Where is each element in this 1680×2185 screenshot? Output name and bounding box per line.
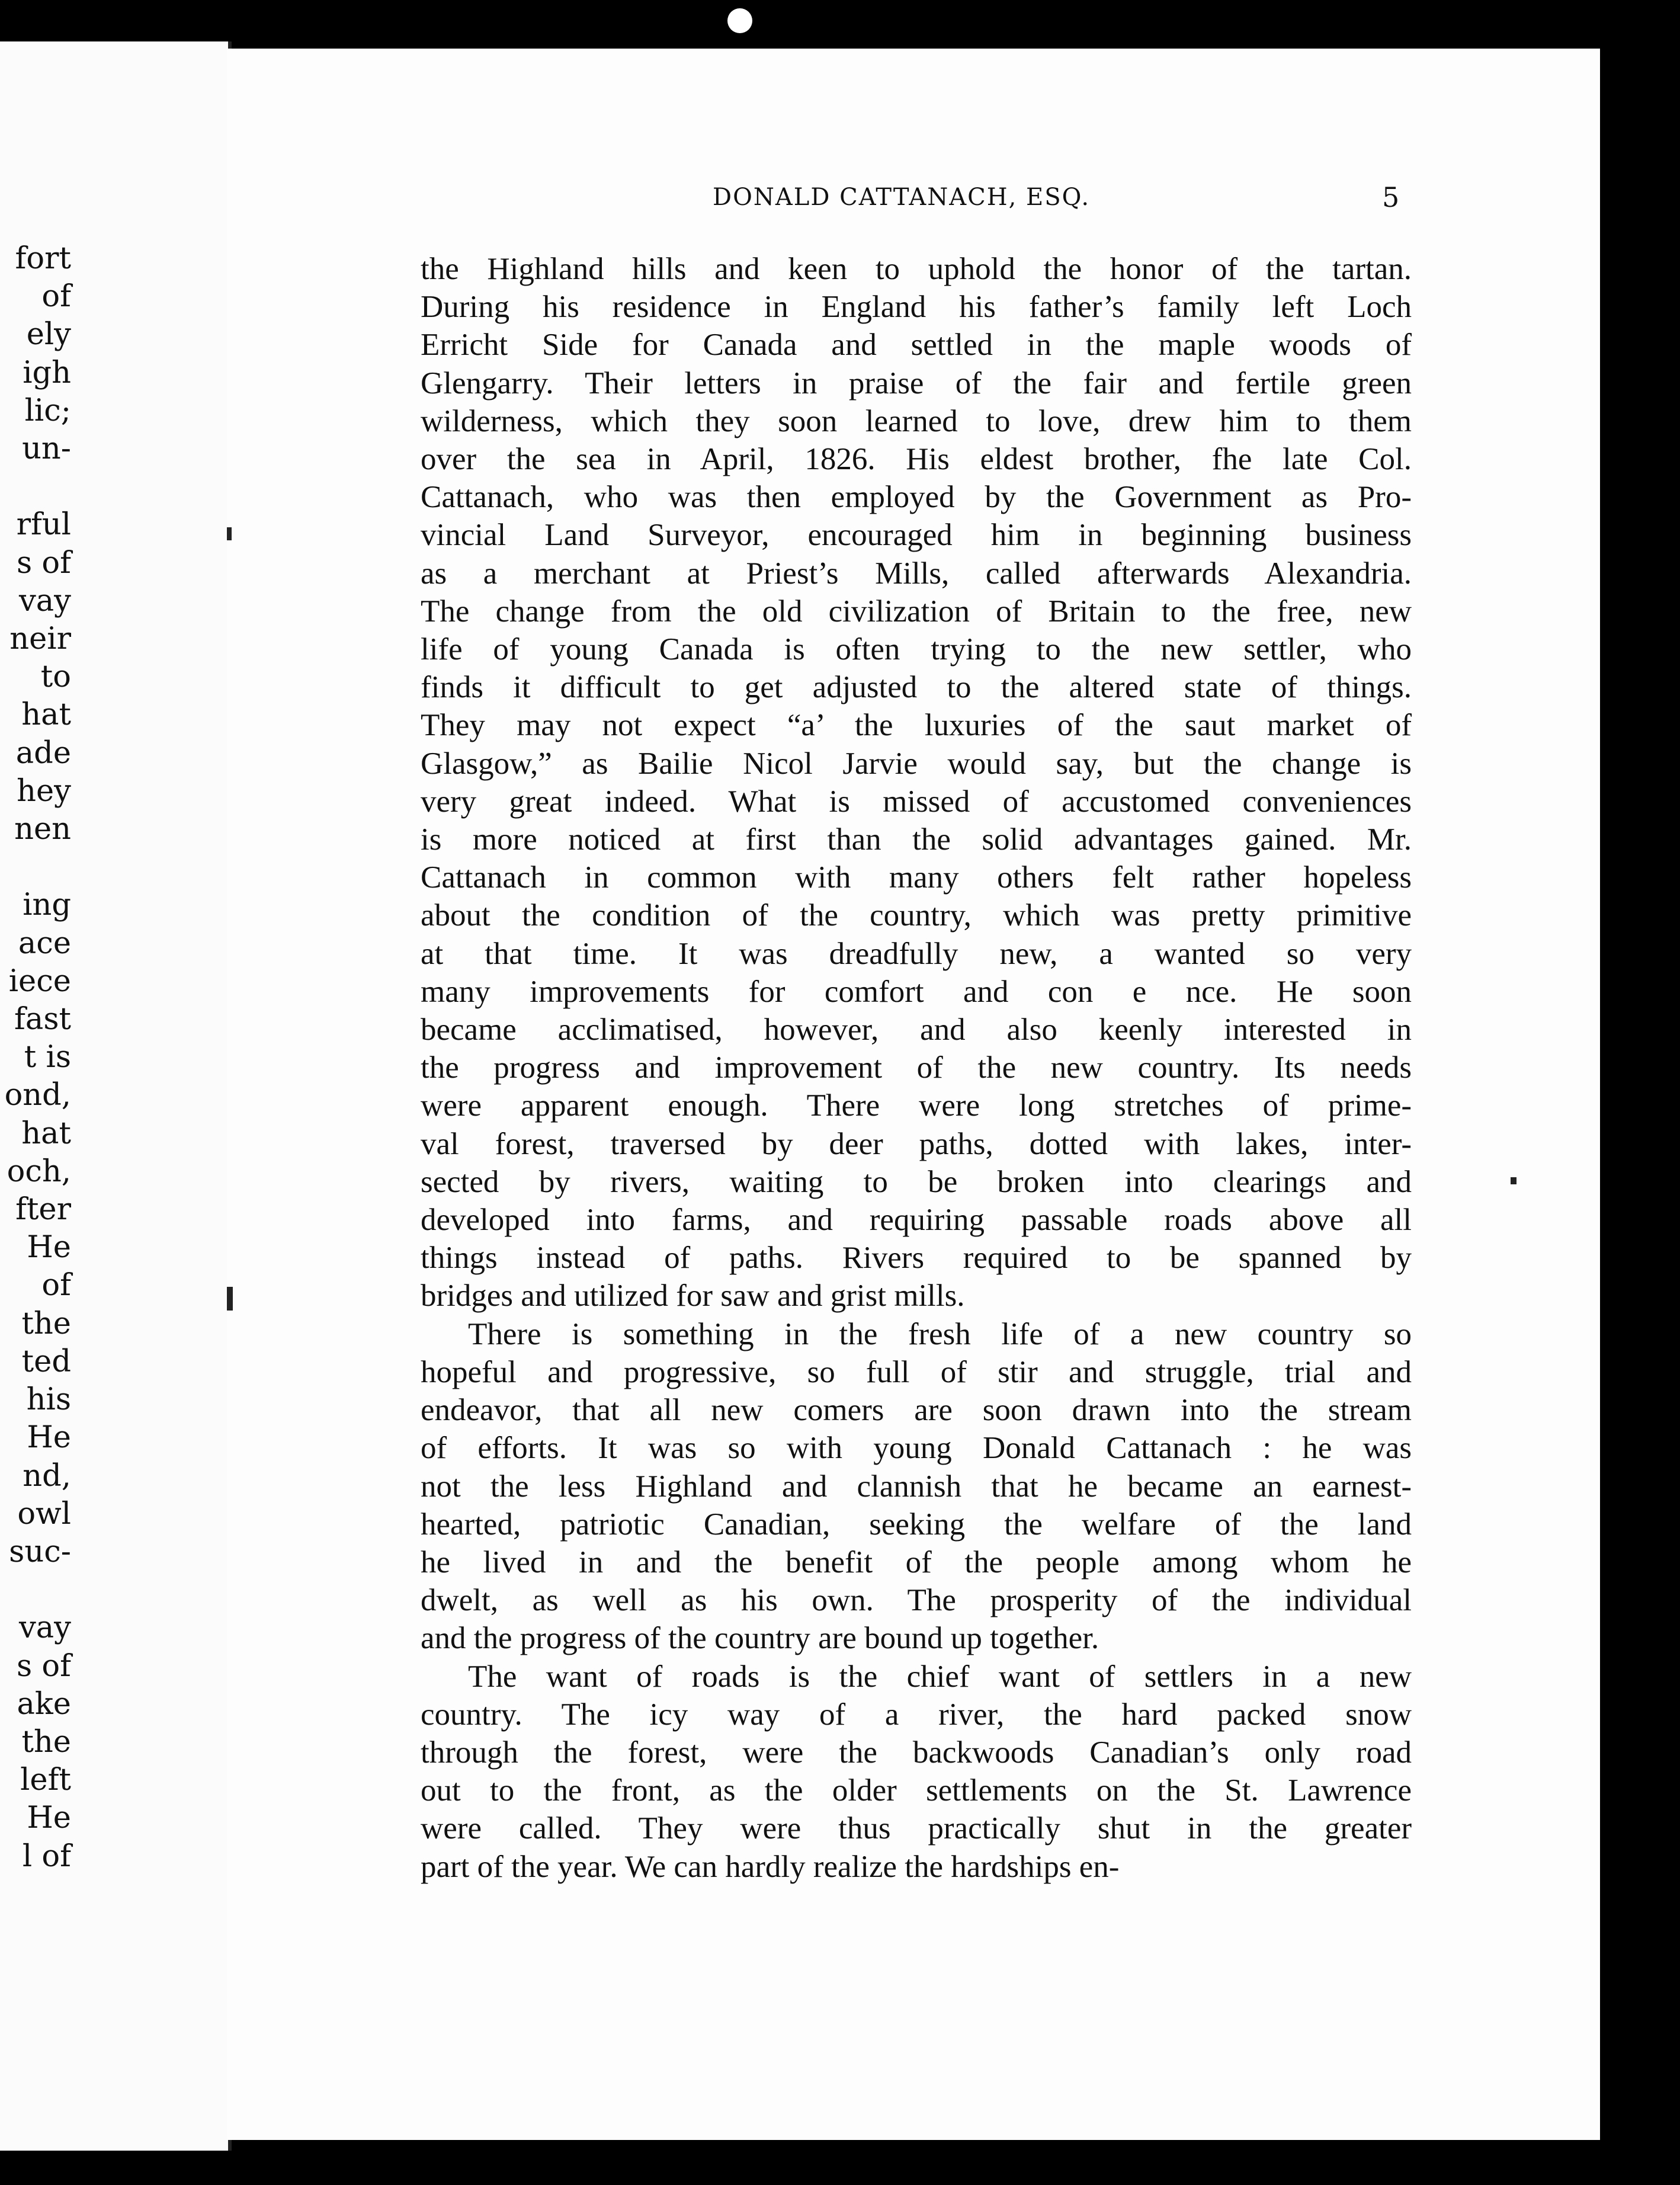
text-line: dwelt, as well as his own. The prosperity of the individual: [421, 1583, 1412, 1618]
text-line: sected by rivers, waiting to be broken into clearings and: [421, 1164, 1412, 1199]
facing-page-fragment: He: [27, 1420, 71, 1456]
facing-page-fragment: of: [41, 1268, 71, 1303]
facing-page-fragment: hey: [17, 773, 71, 809]
margin-speck: [227, 1287, 233, 1311]
facing-page-fragment: rful: [16, 507, 71, 543]
facing-page-fragment: ond,: [4, 1078, 71, 1113]
facing-page-fragment: of: [41, 279, 71, 315]
text-line: as a merchant at Priest’s Mills, called afterwards Alexandria.: [421, 556, 1412, 591]
facing-page-edge: [0, 41, 232, 2151]
facing-page-fragment: fter: [15, 1192, 71, 1228]
text-line: Glengarry. Their letters in praise of the fair and fertile green: [421, 366, 1412, 401]
text-line: hopeful and progressive, so full of stir and struggle, trial and: [421, 1354, 1412, 1389]
text-line: val forest, traversed by deer paths, dotted with lakes, inter-: [421, 1126, 1412, 1161]
facing-page-fragment: [0, 468, 71, 506]
text-line: part of the year. We can hardly realize the hardships en-: [421, 1849, 1120, 1884]
text-line: wilderness, which they soon learned to love, drew him to them: [421, 403, 1412, 438]
text-line: out to the front, as the older settlements on the St. Lawrence: [421, 1773, 1412, 1808]
running-head: DONALD CATTANACH, ESQ.: [713, 184, 1091, 211]
text-line: things instead of paths. Rivers required to be spanned by: [421, 1241, 1412, 1276]
facing-page-fragment: ely: [26, 317, 71, 353]
facing-page-fragment: ake: [17, 1686, 71, 1722]
facing-page-fragment: [0, 1571, 71, 1609]
facing-page-fragment: ing: [23, 888, 71, 923]
facing-page-fragment: igh: [23, 355, 71, 390]
facing-page-fragment: iece: [8, 963, 71, 999]
paragraph: [421, 1315, 1412, 1658]
body-text: [421, 250, 1412, 1886]
facing-page-fragment: un-: [22, 431, 71, 467]
facing-page-fragment: owl: [17, 1496, 71, 1532]
facing-page-fragment: nd,: [23, 1458, 71, 1494]
text-line: the progress and improvement of the new country. Its needs: [421, 1050, 1412, 1085]
text-line: They may not expect “a’ the luxuries of the saut market of: [421, 708, 1412, 743]
text-line: country. The icy way of a river, the hard packed snow: [421, 1697, 1412, 1732]
text-line: the Highland hills and keen to uphold the honor of the tartan.: [421, 252, 1412, 286]
text-line: about the condition of the country, which was pretty primitive: [421, 898, 1412, 933]
text-line: and the progress of the country are bound up together.: [421, 1621, 1099, 1656]
text-line: were apparent enough. There were long stretches of prime-: [421, 1088, 1412, 1123]
facing-page-fragment: fast: [14, 1002, 71, 1037]
facing-page-fragment: vay: [18, 583, 71, 619]
facing-page-text-fragments: [0, 240, 71, 1876]
facing-page-fragment: l of: [22, 1838, 71, 1874]
scan-hole-mark: [727, 8, 752, 33]
text-line: he lived in and the benefit of the people among whom he: [421, 1545, 1412, 1580]
margin-speck: [1511, 1177, 1517, 1184]
text-line: During his residence in England his father’s family left Loch: [421, 290, 1412, 325]
facing-page-fragment: He: [27, 1800, 71, 1836]
text-line: vincial Land Surveyor, encouraged him in beginning business: [421, 518, 1412, 553]
facing-page-fragment: left: [20, 1763, 71, 1798]
text-line: hearted, patriotic Canadian, seeking the welfare of the land: [421, 1507, 1412, 1542]
facing-page-fragment: och,: [7, 1154, 71, 1189]
facing-page-fragment: lic;: [24, 393, 71, 428]
text-line: over the sea in April, 1826. His eldest brother, fhe late Col.: [421, 442, 1412, 477]
text-line: at that time. It was dreadfully new, a wanted so very: [421, 936, 1412, 971]
text-line: The want of roads is the chief want of settlers in a new: [468, 1659, 1412, 1694]
text-line: life of young Canada is often trying to the new settler, who: [421, 632, 1412, 667]
page-number: 5: [1382, 181, 1400, 213]
text-line: of efforts. It was so with young Donald Cattanach : he was: [421, 1431, 1412, 1466]
paragraph: [421, 1658, 1412, 1886]
facing-page-fragment: hat: [21, 697, 71, 733]
facing-page-fragment: ted: [21, 1344, 71, 1379]
text-line: very great indeed. What is missed of accustomed conveniences: [421, 784, 1412, 819]
text-line: through the forest, were the backwoods Canadian’s only road: [421, 1735, 1412, 1770]
facing-page-fragment: neir: [9, 621, 71, 657]
text-line: many improvements for comfort and con e nce. He soon: [421, 974, 1412, 1009]
facing-page-fragment: to: [40, 659, 71, 695]
facing-page-fragment: ade: [15, 735, 71, 771]
book-page: [227, 49, 1600, 2140]
facing-page-fragment: hat: [21, 1116, 71, 1151]
facing-page-fragment: suc-: [9, 1534, 71, 1569]
text-line: endeavor, that all new comers are soon drawn into the stream: [421, 1393, 1412, 1428]
facing-page-fragment: fort: [15, 241, 71, 276]
text-line: Cattanach, who was then employed by the Government as Pro-: [421, 480, 1412, 515]
paragraph: [421, 250, 1412, 1315]
text-line: is more noticed at first than the solid advantages gained. Mr.: [421, 822, 1412, 857]
text-line: The change from the old civilization of Britain to the free, new: [421, 594, 1412, 629]
facing-page-fragment: [0, 848, 71, 886]
text-line: Cattanach in common with many others felt rather hopeless: [421, 860, 1412, 895]
margin-speck: [227, 527, 232, 540]
facing-page-fragment: vay: [18, 1610, 71, 1646]
text-line: developed into farms, and requiring passable roads above all: [421, 1203, 1412, 1238]
text-line: There is something in the fresh life of a new country so: [468, 1316, 1412, 1351]
facing-page-fragment: ace: [18, 925, 71, 961]
facing-page-fragment: s of: [17, 1648, 71, 1684]
text-line: were called. They were thus practically shut in the greater: [421, 1811, 1412, 1846]
text-line: became acclimatised, however, and also keenly interested in: [421, 1013, 1412, 1047]
facing-page-fragment: the: [21, 1724, 71, 1760]
text-line: not the less Highland and clannish that he became an earnest-: [421, 1469, 1412, 1504]
facing-page-fragment: his: [26, 1382, 71, 1418]
text-line: bridges and utilized for saw and grist mills.: [421, 1279, 965, 1313]
facing-page-fragment: He: [27, 1230, 71, 1265]
text-line: Erricht Side for Canada and settled in the maple woods of: [421, 328, 1412, 363]
facing-page-fragment: s of: [17, 545, 71, 581]
text-line: Glasgow,” as Bailie Nicol Jarvie would say, but the change is: [421, 746, 1412, 781]
facing-page-fragment: the: [21, 1306, 71, 1341]
facing-page-fragment: t is: [24, 1040, 71, 1075]
facing-page-fragment: nen: [14, 812, 71, 847]
text-line: finds it difficult to get adjusted to the altered state of things.: [421, 670, 1412, 705]
